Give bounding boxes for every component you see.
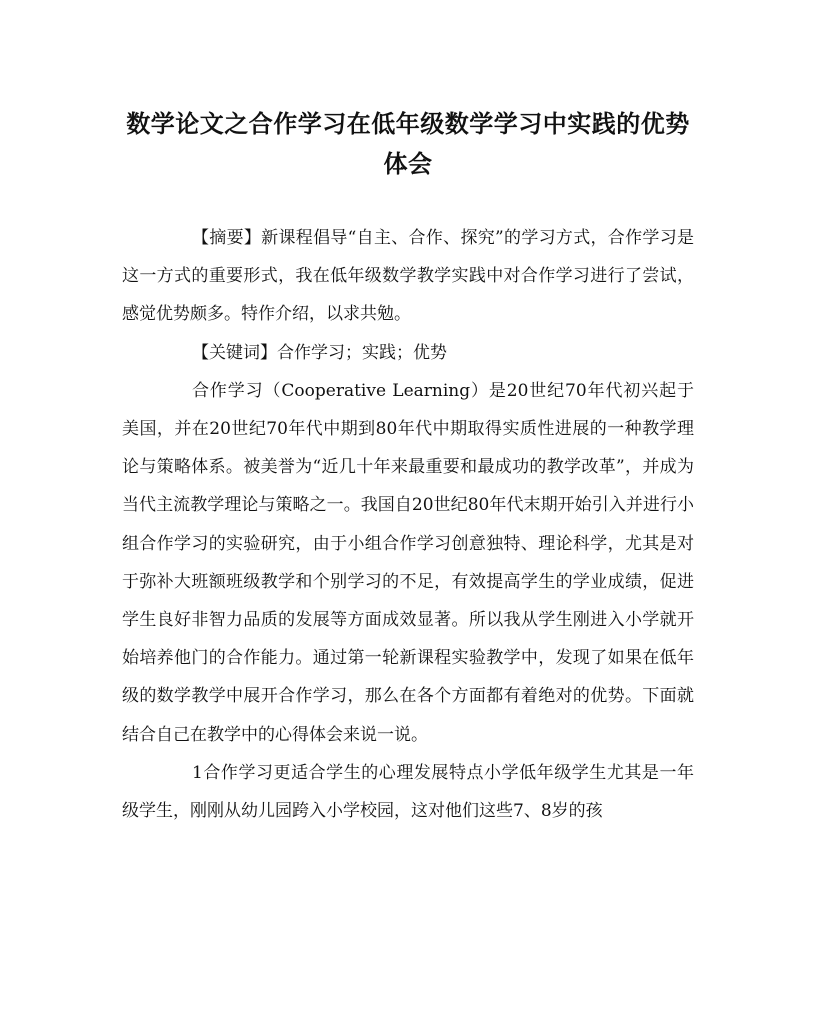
document-title-line-1: 数学论文之合作学习在低年级数学学习中实践的优势 xyxy=(126,109,690,138)
document-title-line-2: 体会 xyxy=(383,149,433,178)
body-paragraph: 合作学习（Cooperative Learning）是20世纪70年代初兴起于美国，并在20世纪70年代中期到80年代中期取得实质性进展的一种教学理论与策略体系。被美誉为“近几十年来最重要和最成功的教学改革”，并成为当代主流教学理论与策略之一。我国自20世纪80年代末期开始引入并进行小组合作学习的实验研究，由于小组合作学习创意独特、理论科学，尤其是对于弥补大班额班级教学和个别学习的不足，有效提高学生的学业成绩，促进学生良好非智力品质的发展等方面成效显著。所以我从学生刚进入小学就开始培养他门的合作能力。通过第一轮新课程实验教学中，发现了如果在低年级的数学教学中展开合作学习，那么在各个方面都有着绝对的优势。下面就结合自己在教学中的心得体会来说一说。 xyxy=(122,380,694,745)
keywords-paragraph: 【关键词】合作学习；实践；优势 xyxy=(192,342,447,363)
document-body xyxy=(122,219,694,830)
body-paragraph: 1合作学习更适合学生的心理发展特点小学低年级学生尤其是一年级学生，刚刚从幼儿园跨入小学校园，这对他们这些7、8岁的孩 xyxy=(122,762,694,822)
abstract-paragraph: 【摘要】新课程倡导“自主、合作、探究”的学习方式，合作学习是这一方式的重要形式，我在低年级数学教学实践中对合作学习进行了尝试，感觉优势颇多。特作介绍，以求共勉。 xyxy=(122,228,694,325)
